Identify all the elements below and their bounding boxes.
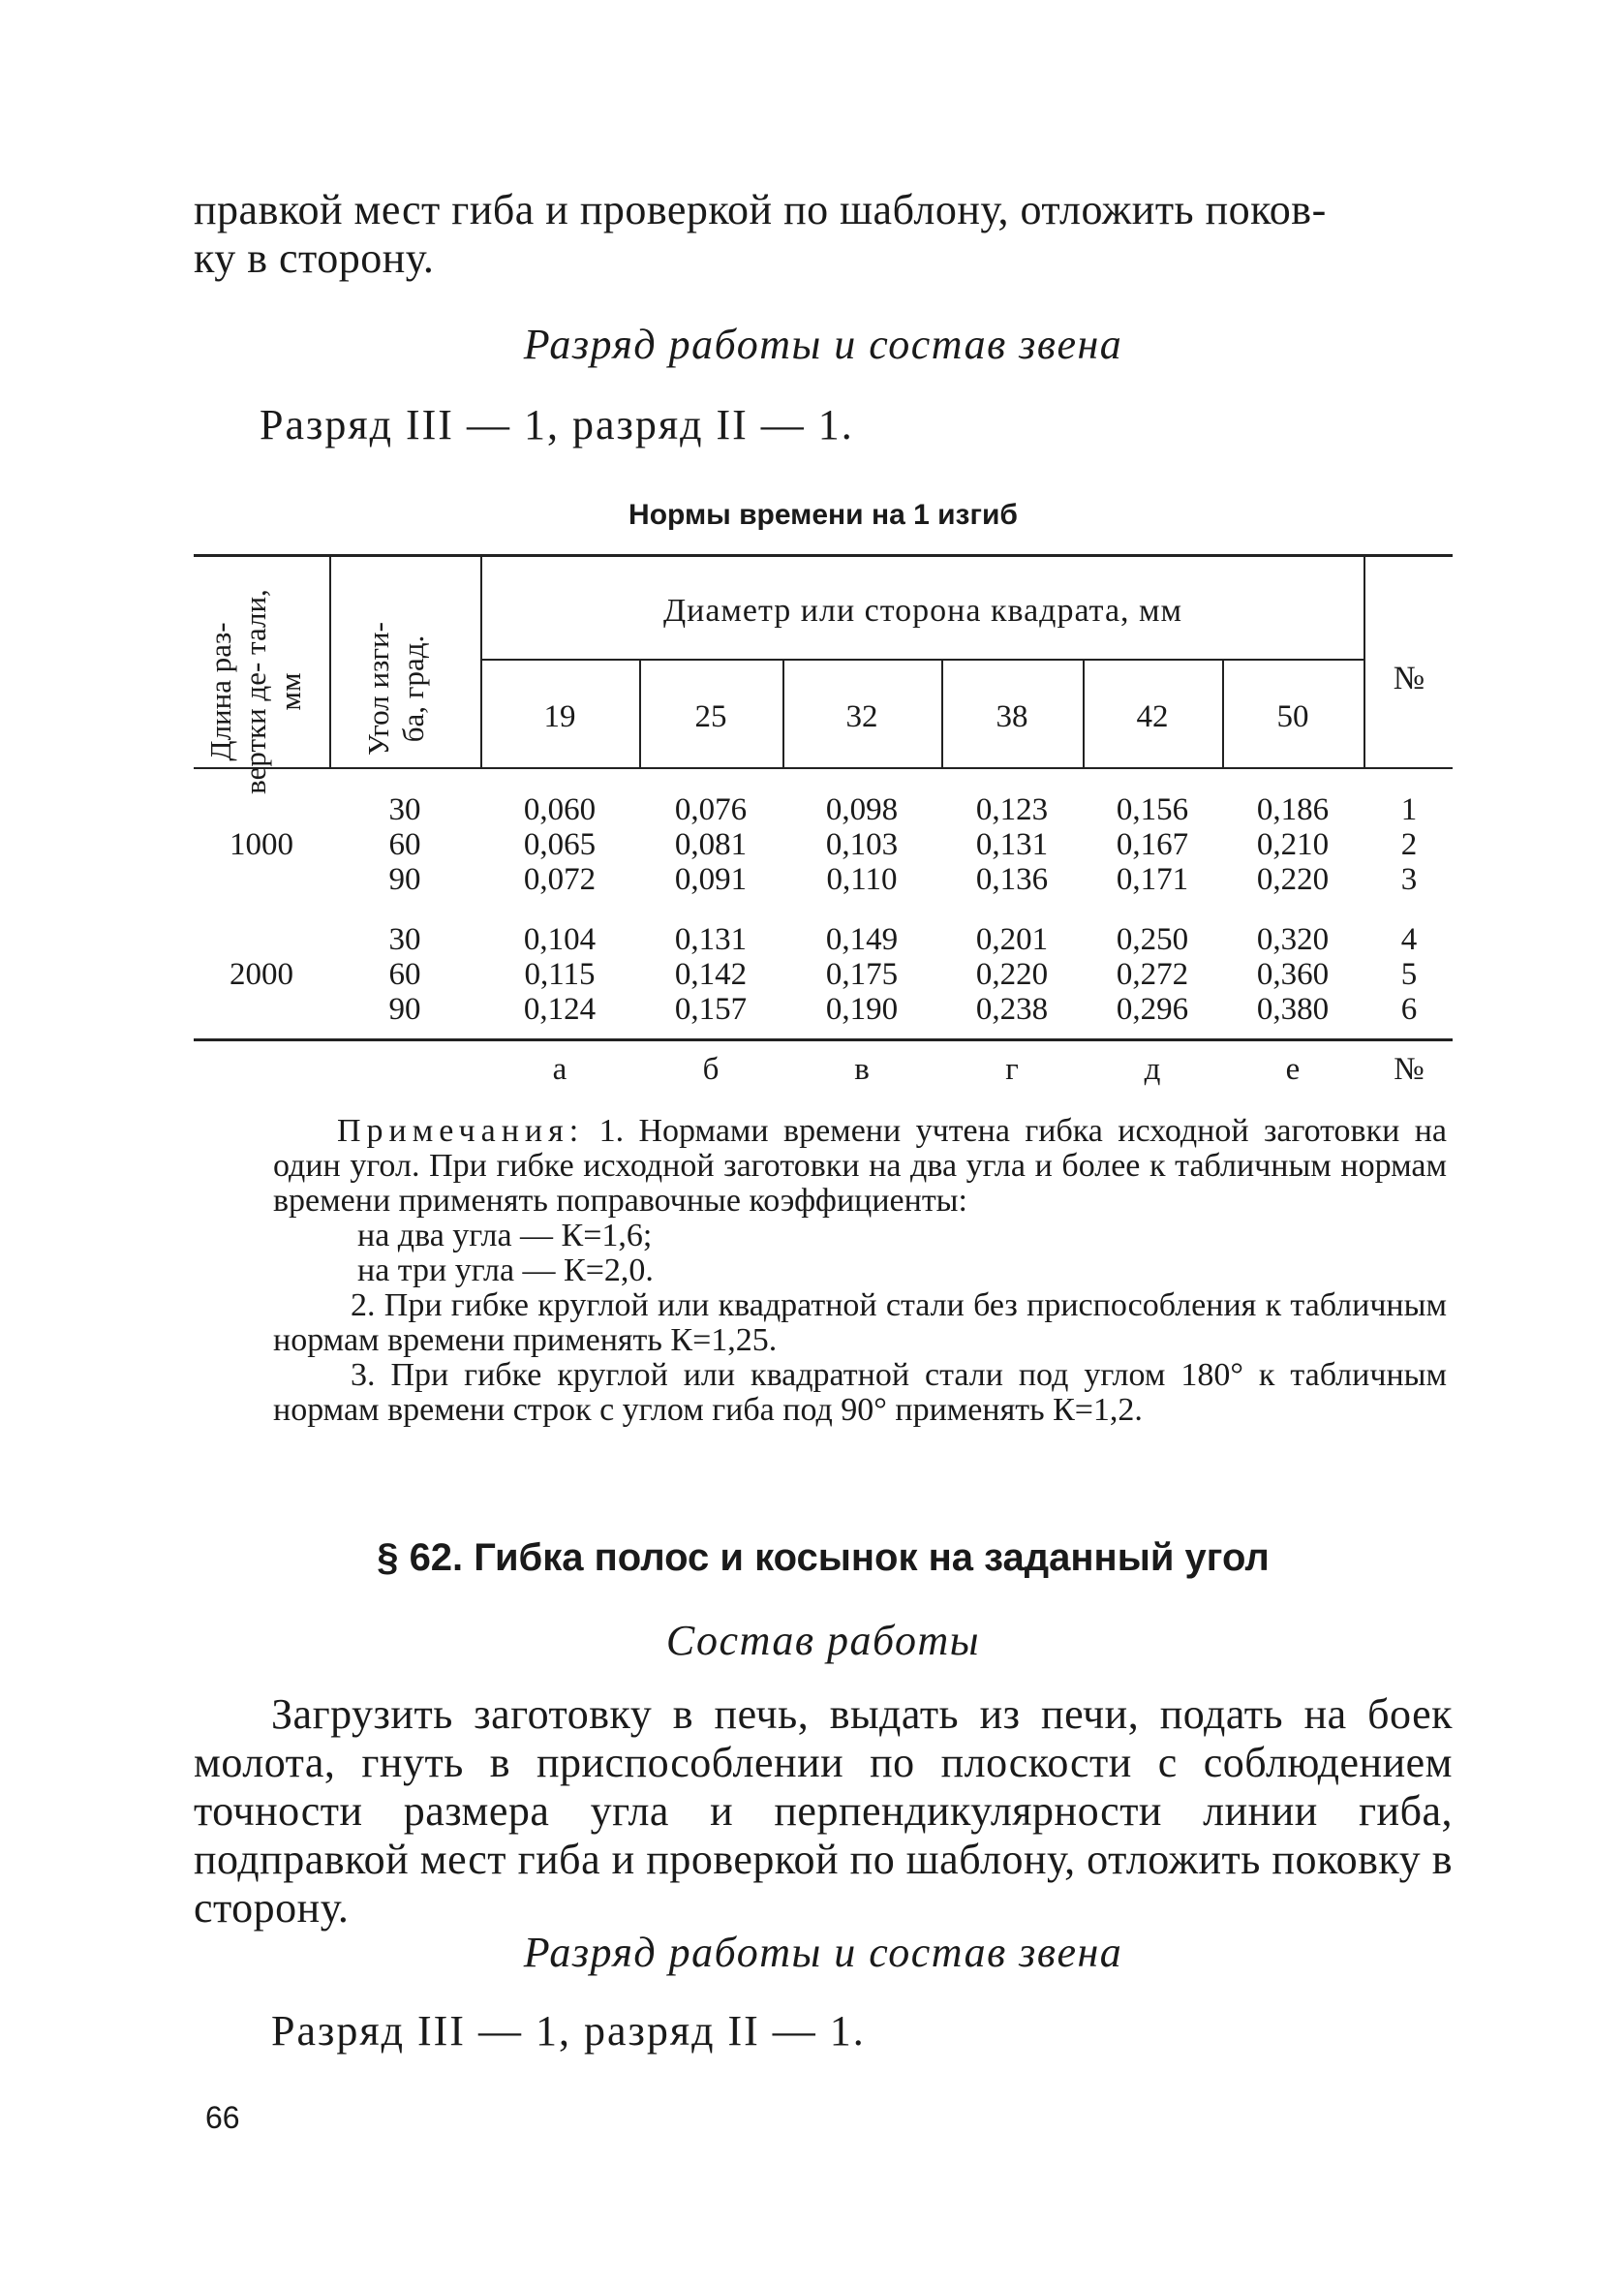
row-number: 6 [1400, 992, 1418, 1027]
norm-value: 0,123 [975, 792, 1049, 827]
column-letter: е [1285, 1052, 1301, 1087]
diameter-32: 32 [845, 699, 878, 734]
column-letter: д [1144, 1052, 1161, 1087]
norm-value: 0,272 [1116, 957, 1189, 992]
norm-value: 0,081 [674, 827, 748, 862]
rank-heading-1: Разряд работы и состав звена [523, 321, 1123, 368]
note-1-text: 1. Нормами времени учтена гибка исходной заготовки на один угол. При гибке исходной заготовки на два угла и более к табличным нормам времени применять поправочные коэффициенты: [273, 1113, 1447, 1219]
norm-value: 0,360 [1256, 957, 1330, 992]
angle-value: 30 [388, 792, 421, 827]
table-top-rule [194, 554, 1453, 557]
norm-value: 0,076 [674, 792, 748, 827]
norm-value: 0,072 [523, 862, 597, 897]
norm-value: 0,210 [1256, 827, 1330, 862]
norm-value: 0,320 [1256, 922, 1330, 957]
norm-value: 0,201 [975, 922, 1049, 957]
angle-header: Угол изги- ба, град. [361, 622, 430, 756]
norm-value: 0,171 [1116, 862, 1189, 897]
notes-label: Примечания: [337, 1113, 585, 1149]
notes-block [273, 1114, 1447, 1428]
angle-value: 90 [388, 992, 421, 1027]
work-heading: Состав работы [665, 1617, 981, 1664]
norm-value: 0,157 [674, 992, 748, 1027]
norm-value: 0,175 [825, 957, 899, 992]
column-letter: б [702, 1052, 720, 1087]
norm-value: 0,131 [674, 922, 748, 957]
diameter-19: 19 [543, 699, 576, 734]
no-header: № [1393, 661, 1425, 696]
column-letter: в [854, 1052, 870, 1087]
row-number: 4 [1400, 922, 1418, 957]
norm-value: 0,131 [975, 827, 1049, 862]
note-3: 3. При гибке круглой или квадратной стали под углом 180° к табличным нормам времени строк с углом гиба под 90° применять К=1,2. [273, 1357, 1447, 1428]
intro-line-1: правкой мест гиба и проверкой по шаблону, отложить поков- [194, 186, 1327, 233]
norm-value: 0,380 [1256, 992, 1330, 1027]
norm-value: 0,220 [1256, 862, 1330, 897]
column-letter: а [552, 1052, 567, 1087]
norm-value: 0,186 [1256, 792, 1330, 827]
norm-value: 0,124 [523, 992, 597, 1027]
table-bottom-rule [194, 1038, 1453, 1041]
norm-value: 0,065 [523, 827, 597, 862]
intro-line-2: ку в сторону. [194, 234, 435, 282]
diameter-38: 38 [996, 699, 1028, 734]
norm-value: 0,156 [1116, 792, 1189, 827]
row-number: 3 [1400, 862, 1418, 897]
norm-value: 0,220 [975, 957, 1049, 992]
length-value: 2000 [230, 957, 293, 992]
norm-value: 0,190 [825, 992, 899, 1027]
coef-two: на два угла — К=1,6; [357, 1218, 653, 1253]
table-caption: Нормы времени на 1 изгиб [628, 499, 1018, 531]
diameter-header: Диаметр или сторона квадрата, мм [662, 593, 1183, 629]
norm-value: 0,149 [825, 922, 899, 957]
vrule-1 [329, 557, 331, 767]
work-text: Загрузить заготовку в печь, выдать из печи, подать на боек молота, гнуть в приспособлении по плоскости с соблюдением точности размера угла и перпендикулярности линии гиба, подправкой мест гиба и проверкой по шаблону, отложить поковку в сторону. [194, 1690, 1453, 1932]
norm-value: 0,104 [523, 922, 597, 957]
rank-text-1: Разряд III — 1, разряд II — 1. [260, 401, 854, 448]
norm-value: 0,098 [825, 792, 899, 827]
norm-value: 0,110 [826, 862, 898, 897]
note-1 [273, 1114, 1447, 1219]
diameter-50: 50 [1276, 699, 1309, 734]
angle-value: 60 [388, 827, 421, 862]
row-number: 5 [1400, 957, 1418, 992]
vrule-2 [480, 557, 482, 767]
norm-value: 0,238 [975, 992, 1049, 1027]
page-number: 66 [205, 2100, 240, 2135]
angle-value: 90 [388, 862, 421, 897]
length-value: 1000 [230, 827, 293, 862]
rank-text-2: Разряд III — 1, разряд II — 1. [271, 2007, 866, 2055]
norm-value: 0,091 [674, 862, 748, 897]
row-number: 1 [1400, 792, 1418, 827]
norm-value: 0,142 [674, 957, 748, 992]
diameter-25: 25 [694, 699, 727, 734]
diameter-header-rule [482, 659, 1364, 661]
norm-value: 0,103 [825, 827, 899, 862]
norm-value: 0,250 [1116, 922, 1189, 957]
norm-value: 0,136 [975, 862, 1049, 897]
norm-value: 0,115 [524, 957, 596, 992]
footer-no: № [1394, 1052, 1425, 1087]
note-2: 2. При гибке круглой или квадратной стали без приспособления к табличным нормам времени применять К=1,25. [273, 1287, 1447, 1358]
norm-value: 0,060 [523, 792, 597, 827]
coef-three: на три угла — К=2,0. [357, 1252, 654, 1288]
diameter-42: 42 [1136, 699, 1169, 734]
angle-value: 60 [388, 957, 421, 992]
angle-value: 30 [388, 922, 421, 957]
column-letter: г [1005, 1052, 1019, 1087]
rank-heading-2: Разряд работы и состав звена [523, 1929, 1123, 1976]
row-number: 2 [1400, 827, 1418, 862]
length-header: Длина раз- вертки де- тали, мм [203, 589, 307, 794]
norm-value: 0,296 [1116, 992, 1189, 1027]
section-title: § 62. Гибка полос и косынок на заданный угол [377, 1536, 1270, 1579]
norm-value: 0,167 [1116, 827, 1189, 862]
